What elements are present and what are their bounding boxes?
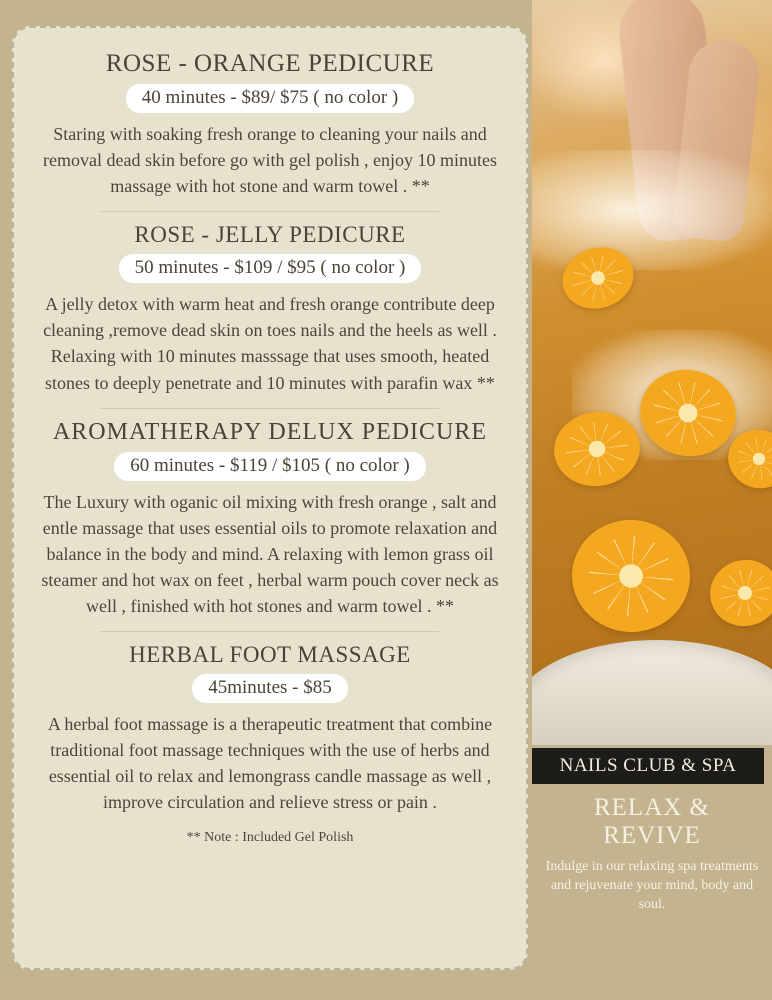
service-price-badge: 60 minutes - $119 / $105 ( no color ) (114, 452, 426, 481)
service-title: AROMATHERAPY DELUX PEDICURE (52, 418, 488, 445)
service-price-badge: 40 minutes - $89/ $75 ( no color ) (126, 84, 414, 113)
tagline-line-1: RELAX & (593, 794, 711, 821)
service-title: HERBAL FOOT MASSAGE (129, 642, 411, 668)
tagline-line-2: REVIVE (603, 822, 701, 849)
tagline (532, 794, 772, 850)
brand-name: NAILS CLUB & SPA (559, 755, 737, 776)
basin-shape (532, 640, 772, 745)
service-item (28, 50, 512, 199)
menu-note: ** Note : Included Gel Polish (186, 829, 354, 845)
spa-photo (532, 0, 772, 745)
service-description: A herbal foot massage is a therapeutic treatment that combine traditional foot massage techniques with the use of herbs and essential oil to relax and lemongrass candle massage as well , improve circulation and relieve stress or pain . (47, 714, 493, 813)
service-item (28, 642, 512, 815)
divider (101, 408, 440, 409)
menu-card (12, 26, 528, 970)
service-price-badge: 50 minutes - $109 / $95 ( no color ) (119, 254, 422, 283)
service-item (28, 222, 512, 395)
service-title: ROSE - ORANGE PEDICURE (105, 50, 435, 77)
divider (101, 631, 440, 632)
divider (101, 211, 440, 212)
service-item (28, 419, 512, 619)
service-description: Staring with soaking fresh orange to cleaning your nails and removal dead skin before go with gel polish , enjoy 10 minutes massage with hot stone and warm towel . ** (43, 124, 497, 197)
sidebar-blurb: Indulge in our relaxing spa treatments and rejuvenate your mind, body and soul. (545, 859, 759, 912)
brand-bar (532, 748, 764, 784)
service-price-badge: 45minutes - $85 (192, 674, 348, 703)
sidebar (532, 0, 772, 1000)
foam-shape (532, 150, 772, 270)
service-title: ROSE - JELLY PEDICURE (134, 222, 406, 248)
service-description: The Luxury with oganic oil mixing with fresh orange , salt and entle massage that uses essential oils to promote relaxation and balance in the body and mind. A relaxing with lemon grass oil steamer and hot wax on feet , herbal warm pouch cover neck as well , finished with hot stones and warm towel . ** (41, 491, 499, 617)
service-description: A jelly detox with warm heat and fresh orange contribute deep cleaning ,remove dead skin on toes nails and the heels as well . Relaxing with 10 minutes masssage that uses smooth, heated stones to deeply penetrate and 10 minutes with parafin wax ** (43, 294, 497, 393)
